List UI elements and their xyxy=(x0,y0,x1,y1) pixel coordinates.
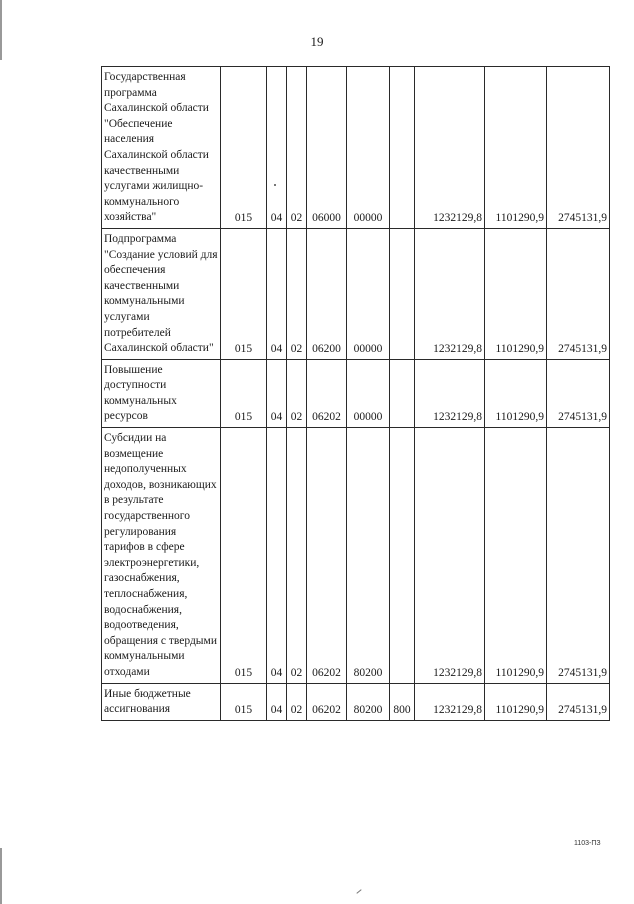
document-code: 1103-ПЗ xyxy=(574,840,601,847)
amount-1: 1232129,8 xyxy=(415,359,485,427)
direction-code: 00000 xyxy=(347,67,390,229)
program-code: 06000 xyxy=(307,67,347,229)
amount-2: 1101290,9 xyxy=(485,683,547,720)
subsection-code: 02 xyxy=(287,228,307,359)
amount-3: 2745131,9 xyxy=(547,228,610,359)
expense-type-code xyxy=(390,228,415,359)
program-code: 06202 xyxy=(307,683,347,720)
scan-edge-mark xyxy=(0,848,2,904)
direction-code: 80200 xyxy=(347,428,390,684)
amount-3: 2745131,9 xyxy=(547,683,610,720)
ministry-code: 015 xyxy=(221,67,267,229)
table-row xyxy=(102,228,610,359)
amount-2: 1101290,9 xyxy=(485,67,547,229)
amount-1: 1232129,8 xyxy=(415,228,485,359)
subsection-code: 02 xyxy=(287,428,307,684)
subsection-code: 02 xyxy=(287,359,307,427)
row-name: Иные бюджетные ассигнования xyxy=(102,683,221,720)
program-code: 06202 xyxy=(307,428,347,684)
amount-2: 1101290,9 xyxy=(485,428,547,684)
scan-edge-mark xyxy=(0,0,2,60)
ministry-code: 015 xyxy=(221,683,267,720)
ministry-code: 015 xyxy=(221,228,267,359)
section-code: 04 xyxy=(267,683,287,720)
table-row xyxy=(102,359,610,427)
ministry-code: 015 xyxy=(221,428,267,684)
amount-1: 1232129,8 xyxy=(415,67,485,229)
scan-speck xyxy=(356,889,361,894)
section-code: 04 xyxy=(267,67,287,229)
table-body xyxy=(102,67,610,721)
row-name: Субсидии на возмещение недополученных доходов, возникающих в результате государственного регулирования тарифов в сфере электроэнергетики, газоснабжения, теплоснабжения, водоснабжения, водоотведения, обращения с твердыми коммунальными отходами xyxy=(102,428,221,684)
amount-3: 2745131,9 xyxy=(547,67,610,229)
row-name: Подпрограмма "Создание условий для обеспечения качественными коммунальными услугами потребителей Сахалинской области" xyxy=(102,228,221,359)
program-code: 06200 xyxy=(307,228,347,359)
table-row xyxy=(102,428,610,684)
amount-1: 1232129,8 xyxy=(415,683,485,720)
subsection-code: 02 xyxy=(287,67,307,229)
page-number: 19 xyxy=(310,34,324,49)
direction-code: 00000 xyxy=(347,359,390,427)
amount-2: 1101290,9 xyxy=(485,228,547,359)
table-row xyxy=(102,683,610,720)
row-name: Повышение доступности коммунальных ресурсов xyxy=(102,359,221,427)
budget-table xyxy=(101,66,610,721)
subsection-code: 02 xyxy=(287,683,307,720)
direction-code: 80200 xyxy=(347,683,390,720)
expense-type-code xyxy=(390,428,415,684)
amount-3: 2745131,9 xyxy=(547,359,610,427)
amount-2: 1101290,9 xyxy=(485,359,547,427)
expense-type-code: 800 xyxy=(390,683,415,720)
section-code: 04 xyxy=(267,428,287,684)
direction-code: 00000 xyxy=(347,228,390,359)
row-name: Государственная программа Сахалинской области "Обеспечение населения Сахалинской области качественными услугами жилищно-коммунального хозяйства" xyxy=(102,67,221,229)
amount-3: 2745131,9 xyxy=(547,428,610,684)
table-row xyxy=(102,67,610,229)
program-code: 06202 xyxy=(307,359,347,427)
expense-type-code xyxy=(390,67,415,229)
section-code: 04 xyxy=(267,359,287,427)
expense-type-code xyxy=(390,359,415,427)
scan-speck xyxy=(274,184,276,186)
amount-1: 1232129,8 xyxy=(415,428,485,684)
section-code: 04 xyxy=(267,228,287,359)
ministry-code: 015 xyxy=(221,359,267,427)
